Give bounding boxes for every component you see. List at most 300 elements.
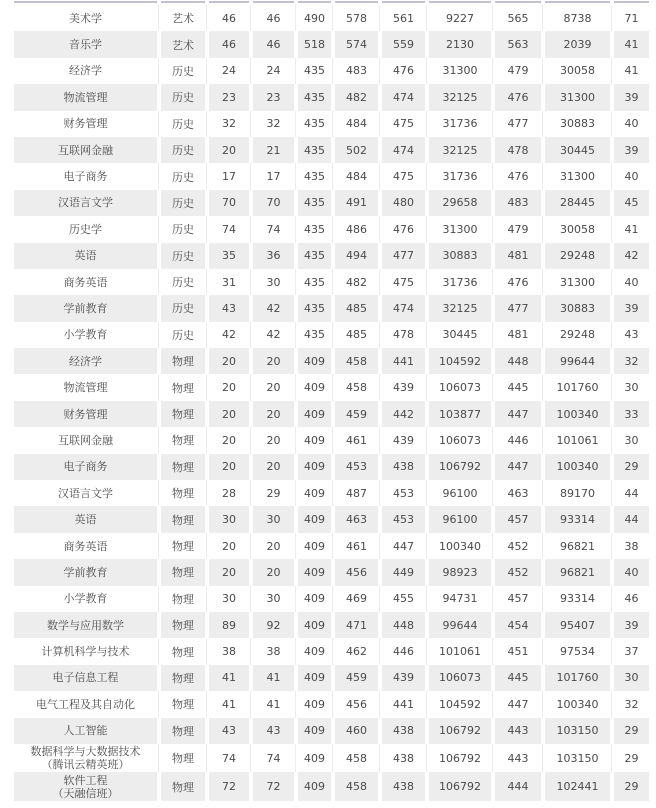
value-cell: 39	[614, 612, 649, 638]
column-gutter	[491, 243, 495, 269]
subject-category-cell: 物理	[161, 559, 205, 585]
value-cell: 96821	[560, 539, 595, 553]
column-gutter	[491, 691, 495, 717]
column-gutter	[378, 5, 382, 31]
column-gutter	[294, 137, 298, 163]
column-gutter	[331, 374, 335, 400]
column-gutter	[610, 58, 614, 84]
column-gutter	[249, 111, 253, 137]
value-cell: 100340	[556, 697, 599, 711]
column-gutter	[491, 586, 495, 612]
column-gutter	[331, 1, 335, 3]
value-cell: 31300	[560, 275, 595, 289]
column-gutter	[249, 691, 253, 717]
column-gutter	[331, 111, 335, 137]
table-row	[14, 5, 649, 31]
column-gutter	[378, 533, 382, 559]
value-cell: 409	[304, 433, 325, 447]
value-cell: 70	[253, 190, 294, 216]
value-cell: 31300	[560, 170, 595, 184]
value-cell: 29658	[429, 190, 491, 216]
column-gutter	[205, 111, 209, 137]
major-name: 商务英语	[63, 539, 108, 553]
column-gutter	[425, 269, 429, 295]
header-edge-cell	[298, 1, 331, 3]
value-cell: 477	[507, 117, 529, 131]
column-gutter	[157, 638, 161, 664]
value-cell: 456	[335, 559, 378, 585]
column-gutter	[541, 137, 545, 163]
major-name-cell	[14, 665, 157, 691]
subject-category-cell: 历史	[161, 295, 205, 321]
column-gutter	[205, 533, 209, 559]
major-name: 汉语言文学	[58, 486, 113, 500]
major-name-cell	[14, 84, 157, 110]
value-cell: 32125	[429, 84, 491, 110]
value-cell: 41	[209, 665, 249, 691]
column-gutter	[205, 243, 209, 269]
column-gutter	[157, 744, 161, 773]
column-gutter	[294, 638, 298, 664]
column-gutter	[249, 506, 253, 532]
column-gutter	[378, 348, 382, 374]
column-gutter	[157, 5, 161, 31]
column-gutter	[610, 374, 614, 400]
column-gutter	[491, 1, 495, 3]
value-cell: 485	[346, 328, 367, 342]
value-cell: 96821	[545, 559, 610, 585]
value-cell: 409	[298, 559, 331, 585]
value-cell: 20	[266, 381, 281, 395]
value-cell: 458	[335, 772, 378, 801]
admission-score-table	[14, 1, 649, 801]
column-gutter	[425, 506, 429, 532]
value-cell: 32	[614, 348, 649, 374]
column-gutter	[541, 5, 545, 31]
column-gutter	[294, 58, 298, 84]
column-gutter	[610, 772, 614, 801]
value-cell: 454	[495, 612, 541, 638]
table-row	[14, 772, 649, 801]
column-gutter	[294, 718, 298, 744]
header-edge-cell	[429, 1, 491, 3]
value-cell: 42	[614, 243, 649, 269]
column-gutter	[205, 665, 209, 691]
table-row	[14, 480, 649, 506]
column-gutter	[425, 84, 429, 110]
subject-category-cell: 物理	[161, 401, 205, 427]
column-gutter	[610, 480, 614, 506]
major-name-cell	[14, 506, 157, 532]
subject-category-cell: 物理	[161, 665, 205, 691]
column-gutter	[205, 84, 209, 110]
column-gutter	[378, 772, 382, 801]
major-name-cell	[14, 137, 157, 163]
column-gutter	[491, 772, 495, 801]
column-gutter	[205, 691, 209, 717]
column-gutter	[491, 718, 495, 744]
column-gutter	[157, 586, 161, 612]
value-cell: 30	[624, 381, 639, 395]
column-gutter	[205, 506, 209, 532]
value-cell: 446	[393, 645, 414, 659]
value-cell: 30445	[545, 137, 610, 163]
value-cell: 17	[266, 170, 281, 184]
value-cell: 453	[393, 486, 414, 500]
column-gutter	[205, 5, 209, 31]
value-cell: 28	[222, 486, 236, 500]
column-gutter	[491, 427, 495, 453]
value-cell: 32	[266, 117, 281, 131]
value-cell: 46	[624, 592, 639, 606]
value-cell: 30	[624, 433, 639, 447]
value-cell: 40	[624, 117, 639, 131]
column-gutter	[541, 665, 545, 691]
column-gutter	[425, 163, 429, 189]
column-gutter	[249, 612, 253, 638]
subject-category-cell: 历史	[161, 243, 205, 269]
value-cell: 481	[495, 243, 541, 269]
value-cell: 409	[304, 645, 325, 659]
subject-category-cell: 物理	[161, 348, 205, 374]
value-cell: 435	[304, 64, 325, 78]
column-gutter	[157, 401, 161, 427]
column-gutter	[249, 401, 253, 427]
value-cell: 484	[346, 170, 367, 184]
column-gutter	[157, 243, 161, 269]
value-cell: 29248	[560, 328, 595, 342]
subject-category-cell: 物理	[172, 381, 194, 395]
column-gutter	[378, 163, 382, 189]
value-cell: 32	[624, 697, 639, 711]
column-gutter	[541, 295, 545, 321]
value-cell: 24	[266, 64, 281, 78]
column-gutter	[491, 533, 495, 559]
major-name-cell	[14, 427, 157, 453]
value-cell: 95407	[545, 612, 610, 638]
value-cell: 36	[253, 243, 294, 269]
column-gutter	[610, 216, 614, 242]
value-cell: 438	[382, 718, 425, 744]
value-cell: 20	[253, 348, 294, 374]
column-gutter	[491, 506, 495, 532]
subject-category-cell: 物理	[172, 540, 194, 553]
value-cell: 438	[382, 772, 425, 801]
major-name: 电气工程及其自动化	[36, 697, 135, 711]
column-gutter	[294, 665, 298, 691]
value-cell: 483	[346, 64, 367, 78]
column-gutter	[610, 137, 614, 163]
table-row	[14, 559, 649, 585]
value-cell: 43	[209, 295, 249, 321]
value-cell: 409	[304, 592, 325, 606]
value-cell: 409	[298, 454, 331, 480]
major-name-cell	[14, 401, 157, 427]
value-cell: 20	[266, 539, 281, 553]
column-gutter	[205, 586, 209, 612]
column-gutter	[294, 480, 298, 506]
value-cell: 435	[304, 222, 325, 236]
column-gutter	[249, 744, 253, 773]
column-gutter	[425, 216, 429, 242]
column-gutter	[157, 58, 161, 84]
value-cell: 435	[298, 190, 331, 216]
value-cell: 448	[495, 348, 541, 374]
column-gutter	[425, 533, 429, 559]
value-cell: 447	[393, 539, 414, 553]
value-cell: 471	[335, 612, 378, 638]
column-gutter	[378, 559, 382, 585]
column-gutter	[205, 612, 209, 638]
column-gutter	[491, 269, 495, 295]
value-cell: 32125	[429, 295, 491, 321]
column-gutter	[491, 84, 495, 110]
table-row	[14, 586, 649, 612]
subject-category-cell: 物理	[161, 718, 205, 744]
column-gutter	[610, 1, 614, 3]
major-name-cell	[14, 454, 157, 480]
column-gutter	[294, 322, 298, 348]
column-gutter	[378, 58, 382, 84]
column-gutter	[331, 84, 335, 110]
column-gutter	[205, 559, 209, 585]
major-name: 电子商务	[63, 460, 108, 474]
value-cell: 100340	[545, 401, 610, 427]
column-gutter	[491, 31, 495, 57]
value-cell: 409	[304, 697, 325, 711]
table-row	[14, 533, 649, 559]
column-gutter	[425, 348, 429, 374]
column-gutter	[425, 5, 429, 31]
value-cell: 2039	[545, 31, 610, 57]
column-gutter	[541, 190, 545, 216]
value-cell: 100340	[439, 539, 481, 553]
column-gutter	[331, 322, 335, 348]
value-cell: 490	[304, 11, 325, 25]
header-edge-cell	[382, 1, 425, 3]
column-gutter	[425, 374, 429, 400]
subject-category-cell: 历史	[161, 84, 205, 110]
value-cell: 29	[614, 772, 649, 801]
column-gutter	[249, 163, 253, 189]
value-cell: 46	[253, 31, 294, 57]
column-gutter	[378, 322, 382, 348]
value-cell: 481	[507, 328, 529, 342]
header-edge-cell	[495, 1, 541, 3]
column-gutter	[157, 190, 161, 216]
value-cell: 8738	[563, 11, 592, 25]
value-cell: 106792	[429, 718, 491, 744]
subject-category-cell: 历史	[172, 223, 194, 237]
column-gutter	[425, 58, 429, 84]
value-cell: 478	[495, 137, 541, 163]
value-cell: 106792	[429, 772, 491, 801]
value-cell: 475	[393, 275, 414, 289]
table-row	[14, 163, 649, 189]
value-cell: 31736	[442, 117, 478, 131]
column-gutter	[541, 58, 545, 84]
value-cell: 103877	[429, 401, 491, 427]
column-gutter	[205, 216, 209, 242]
value-cell: 461	[346, 433, 367, 447]
column-gutter	[157, 559, 161, 585]
major-name: 英语	[74, 249, 97, 263]
column-gutter	[249, 559, 253, 585]
column-gutter	[541, 269, 545, 295]
column-gutter	[294, 559, 298, 585]
value-cell: 458	[346, 381, 367, 395]
major-name-cell	[14, 533, 157, 559]
column-gutter	[157, 454, 161, 480]
subject-category-cell: 历史	[172, 328, 194, 342]
column-gutter	[610, 269, 614, 295]
subject-category-cell: 物理	[172, 698, 194, 712]
value-cell: 94731	[442, 592, 478, 606]
value-cell: 30	[222, 592, 236, 606]
value-cell: 409	[304, 486, 325, 500]
column-gutter	[205, 31, 209, 57]
value-cell: 40	[614, 559, 649, 585]
column-gutter	[425, 401, 429, 427]
column-gutter	[331, 58, 335, 84]
column-gutter	[249, 322, 253, 348]
column-gutter	[491, 454, 495, 480]
column-gutter	[541, 559, 545, 585]
column-gutter	[610, 111, 614, 137]
major-name-cell	[14, 190, 157, 216]
value-cell: 479	[507, 64, 529, 78]
value-cell: 443	[507, 751, 529, 765]
column-gutter	[331, 137, 335, 163]
column-gutter	[205, 348, 209, 374]
table-row	[14, 665, 649, 691]
subject-category-cell: 物理	[172, 752, 194, 766]
column-gutter	[610, 638, 614, 664]
major-name: 电子商务	[63, 170, 108, 184]
value-cell: 30	[253, 506, 294, 532]
column-gutter	[331, 772, 335, 801]
value-cell: 29	[614, 454, 649, 480]
value-cell: 565	[507, 11, 529, 25]
column-gutter	[249, 454, 253, 480]
column-gutter	[331, 638, 335, 664]
table-row	[14, 216, 649, 242]
column-gutter	[205, 295, 209, 321]
value-cell: 29248	[545, 243, 610, 269]
column-gutter	[491, 401, 495, 427]
column-gutter	[610, 401, 614, 427]
value-cell: 435	[298, 84, 331, 110]
value-cell: 561	[393, 11, 414, 25]
column-gutter	[491, 348, 495, 374]
value-cell: 476	[507, 275, 529, 289]
value-cell: 41	[614, 31, 649, 57]
value-cell: 40	[624, 170, 639, 184]
column-gutter	[331, 506, 335, 532]
column-gutter	[249, 5, 253, 31]
value-cell: 9227	[446, 11, 474, 25]
value-cell: 491	[335, 190, 378, 216]
column-gutter	[157, 480, 161, 506]
value-cell: 578	[346, 11, 367, 25]
major-name: 美术学	[69, 11, 102, 25]
column-gutter	[157, 665, 161, 691]
subject-category-cell: 物理	[161, 612, 205, 638]
column-gutter	[425, 243, 429, 269]
value-cell: 32125	[429, 137, 491, 163]
value-cell: 409	[298, 665, 331, 691]
column-gutter	[157, 691, 161, 717]
value-cell: 462	[346, 645, 367, 659]
column-gutter	[425, 190, 429, 216]
column-gutter	[541, 533, 545, 559]
column-gutter	[378, 111, 382, 137]
major-name-cell	[14, 58, 157, 84]
major-name-cell	[14, 772, 157, 801]
value-cell: 43	[209, 718, 249, 744]
value-cell: 20	[209, 137, 249, 163]
column-gutter	[541, 322, 545, 348]
column-gutter	[541, 586, 545, 612]
value-cell: 93314	[545, 506, 610, 532]
value-cell: 30058	[560, 222, 595, 236]
column-gutter	[205, 137, 209, 163]
column-gutter	[425, 1, 429, 3]
value-cell: 435	[298, 243, 331, 269]
value-cell: 20	[253, 401, 294, 427]
subject-category-cell: 艺术	[161, 31, 205, 57]
column-gutter	[378, 638, 382, 664]
major-name-cell	[14, 559, 157, 585]
column-gutter	[331, 295, 335, 321]
column-gutter	[491, 374, 495, 400]
value-cell: 74	[266, 751, 281, 765]
value-cell: 486	[346, 222, 367, 236]
value-cell: 474	[382, 137, 425, 163]
value-cell: 96100	[442, 486, 478, 500]
table-row	[14, 506, 649, 532]
column-gutter	[491, 216, 495, 242]
column-gutter	[249, 533, 253, 559]
column-gutter	[541, 427, 545, 453]
column-gutter	[294, 1, 298, 3]
column-gutter	[249, 427, 253, 453]
major-name: 学前教育	[63, 301, 108, 315]
value-cell: 21	[253, 137, 294, 163]
value-cell: 452	[495, 559, 541, 585]
column-gutter	[249, 665, 253, 691]
column-gutter	[331, 533, 335, 559]
value-cell: 409	[304, 539, 325, 553]
value-cell: 41	[624, 222, 639, 236]
major-name-cell	[14, 216, 157, 242]
major-name: 财务管理	[63, 407, 108, 421]
value-cell: 37	[624, 645, 639, 659]
column-gutter	[331, 401, 335, 427]
column-gutter	[541, 691, 545, 717]
value-cell: 28445	[545, 190, 610, 216]
column-gutter	[610, 348, 614, 374]
column-gutter	[541, 374, 545, 400]
value-cell: 29	[624, 751, 639, 765]
value-cell: 479	[507, 222, 529, 236]
value-cell: 32	[222, 117, 236, 131]
column-gutter	[331, 427, 335, 453]
table-row	[14, 295, 649, 321]
column-gutter	[425, 586, 429, 612]
column-gutter	[331, 216, 335, 242]
column-gutter	[425, 744, 429, 773]
